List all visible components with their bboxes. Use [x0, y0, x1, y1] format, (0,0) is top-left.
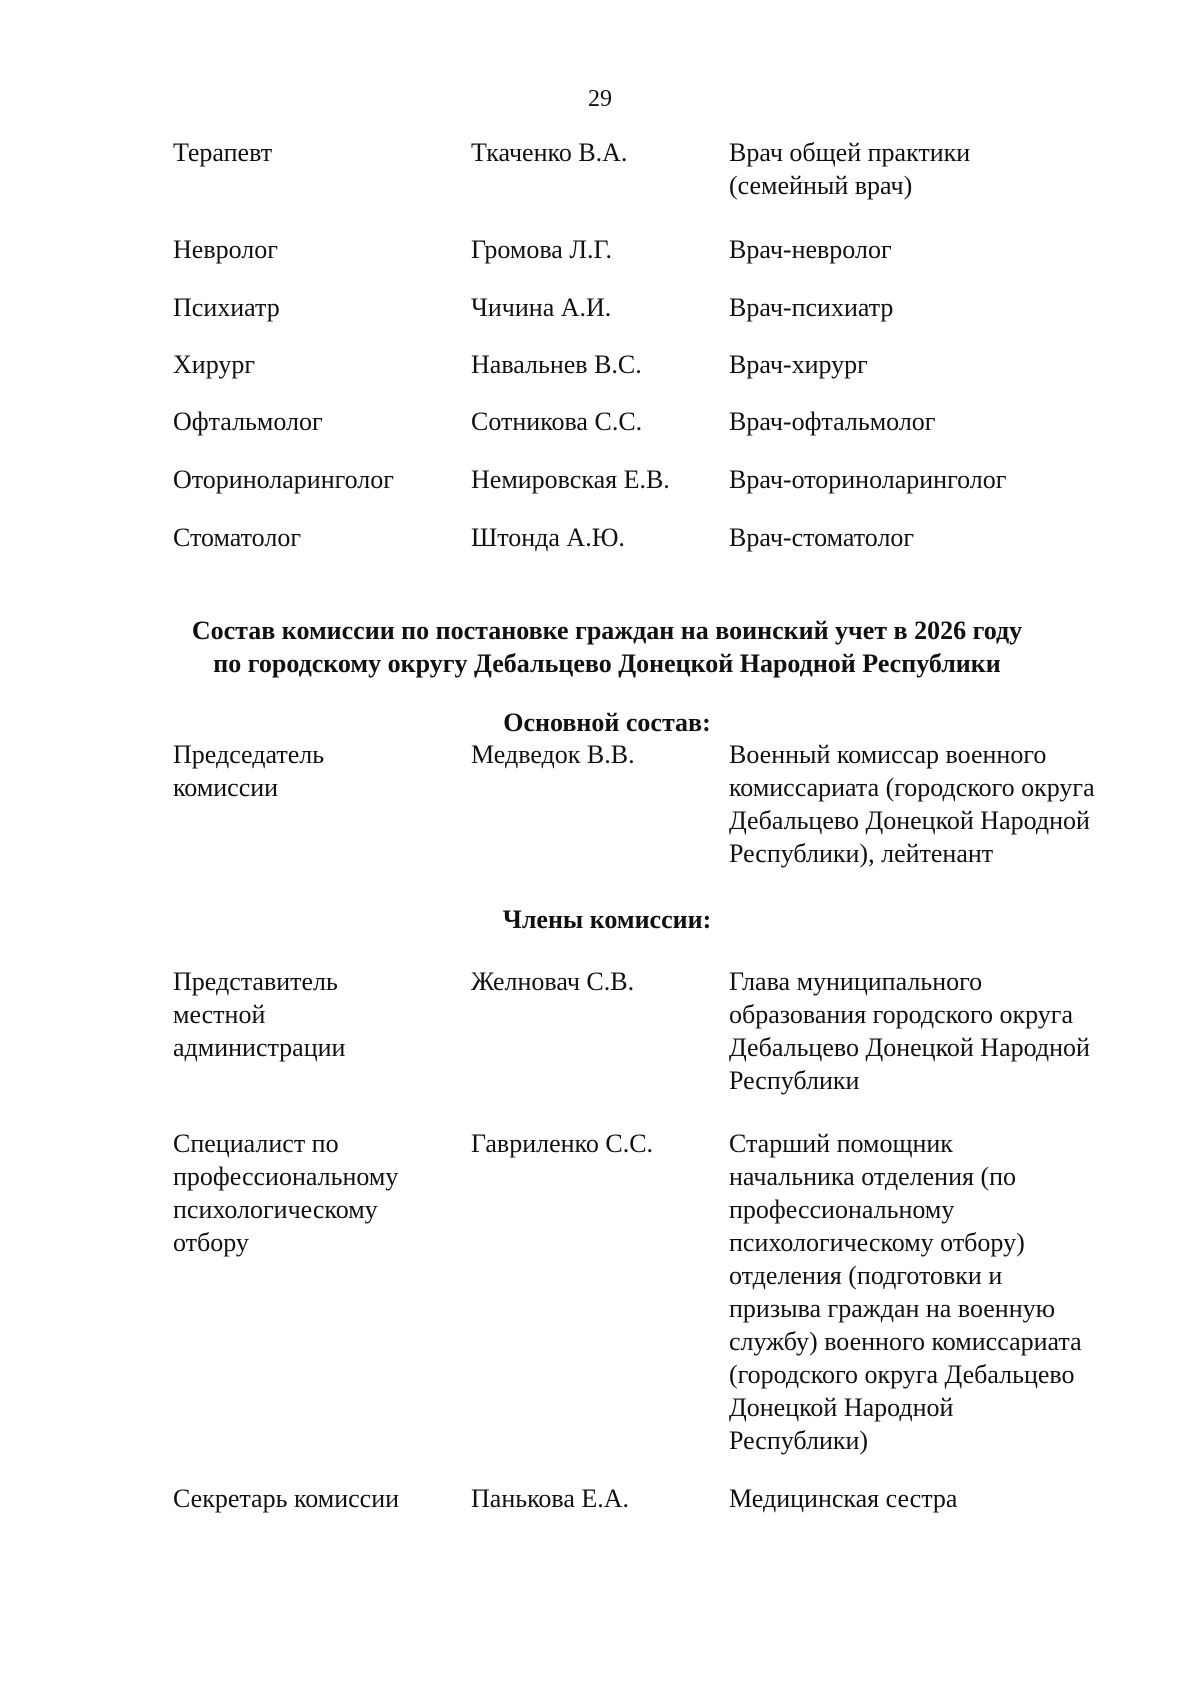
position-cell	[729, 348, 1163, 381]
name-cell: Панькова Е.А.	[471, 1484, 630, 1513]
position-cell	[729, 1127, 1163, 1457]
text-line: призыва граждан на военную	[729, 1294, 1056, 1323]
page-number: 29	[588, 86, 612, 112]
role-cell: Хирург	[173, 350, 256, 379]
name-cell: Штонда А.Ю.	[471, 523, 625, 552]
position-cell	[729, 463, 1163, 496]
text-line: отбору	[173, 1228, 249, 1257]
text-line: Секретарь комиссии	[173, 1484, 400, 1513]
role-cell: Оториноларинголог	[173, 465, 394, 494]
member-row-administration	[173, 965, 1163, 1097]
text-line: Глава муниципального	[729, 967, 983, 996]
text-line: Донецкой Народной	[729, 1393, 954, 1422]
section-title-line-1: Состав комиссии по постановке граждан на воинский учет в 2026 году	[191, 616, 1023, 645]
text-line: Врач-офтальмолог	[729, 407, 936, 436]
name-cell: Ткаченко В.А.	[471, 138, 628, 167]
role-cell: Психиатр	[173, 293, 280, 322]
text-line: Дебальцево Донецкой Народной	[729, 1033, 1090, 1062]
text-line: Военный комиссар военного	[729, 740, 1047, 769]
position-cell	[729, 965, 1163, 1097]
text-line: Специалист по	[173, 1129, 339, 1158]
specialist-row-surgeon	[173, 348, 1163, 381]
specialist-row-dentist	[173, 521, 1163, 554]
members-heading: Члены комиссии:	[502, 905, 712, 934]
role-cell	[173, 1127, 471, 1259]
position-cell	[729, 738, 1163, 870]
specialist-row-neurologist	[173, 233, 1163, 266]
name-cell: Сотникова С.С.	[471, 407, 643, 436]
text-line: отделения (подготовки и	[729, 1261, 1003, 1290]
text-line: комиссариата (городского округа	[729, 773, 1095, 802]
position-cell	[729, 233, 1163, 266]
text-line: комиссии	[173, 773, 279, 802]
text-line: начальника отделения (по	[729, 1162, 1017, 1191]
specialist-row-ophthalmologist	[173, 405, 1163, 438]
text-line: службу) военного комиссариата	[729, 1327, 1082, 1356]
text-line: профессиональному	[173, 1162, 399, 1191]
main-composition-heading: Основной состав:	[503, 708, 711, 737]
position-cell	[729, 521, 1163, 554]
position-cell	[729, 136, 1163, 202]
text-line: местной	[173, 1000, 266, 1029]
text-line: Врач общей практики	[729, 138, 971, 167]
member-row-psychologist	[173, 1127, 1163, 1457]
specialist-row-therapist	[173, 136, 1163, 202]
role-cell: Офтальмолог	[173, 407, 323, 436]
text-line: Врач-хирург	[729, 350, 868, 379]
name-cell: Громова Л.Г.	[471, 235, 613, 264]
text-line: Представитель	[173, 967, 338, 996]
role-cell	[173, 1482, 471, 1515]
text-line: Врач-невролог	[729, 235, 892, 264]
text-line: Дебальцево Донецкой Народной	[729, 806, 1090, 835]
text-line: (городского округа Дебальцево	[729, 1360, 1075, 1389]
text-line: администрации	[173, 1033, 346, 1062]
specialist-row-psychiatrist	[173, 291, 1163, 324]
position-cell	[729, 1482, 1163, 1515]
name-cell: Медведок В.В.	[471, 740, 635, 769]
text-line: Республики)	[729, 1426, 869, 1455]
text-line: Республики	[729, 1066, 860, 1095]
text-line: психологическому	[173, 1195, 378, 1224]
member-row-secretary	[173, 1482, 1163, 1515]
role-cell: Терапевт	[173, 138, 273, 167]
text-line: Медицинская сестра	[729, 1484, 958, 1513]
name-cell: Немировская Е.В.	[471, 465, 670, 494]
text-line: образования городского округа	[729, 1000, 1074, 1029]
text-line: Республики), лейтенант	[729, 839, 994, 868]
name-cell: Чичина А.И.	[471, 293, 612, 322]
text-line: Врач-стоматолог	[729, 523, 915, 552]
specialist-row-otolaryngologist	[173, 463, 1163, 496]
text-line: Врач-психиатр	[729, 293, 894, 322]
role-cell	[173, 965, 471, 1064]
chairman-row	[173, 738, 1163, 870]
text-line: профессиональному	[729, 1195, 955, 1224]
name-cell: Желновач С.В.	[471, 967, 635, 996]
name-cell: Гавриленко С.С.	[471, 1129, 654, 1158]
section-title	[150, 614, 1064, 680]
position-cell	[729, 405, 1163, 438]
text-line: Врач-оториноларинголог	[729, 465, 1007, 494]
position-cell	[729, 291, 1163, 324]
text-line: (семейный врач)	[729, 171, 913, 200]
role-cell: Стоматолог	[173, 523, 301, 552]
section-title-line-2: по городскому округу Дебальцево Донецкой Народной Республики	[213, 649, 1001, 678]
text-line: Старший помощник	[729, 1129, 953, 1158]
text-line: психологическому отбору)	[729, 1228, 1025, 1257]
role-cell: Невролог	[173, 235, 278, 264]
text-line: Председатель	[173, 740, 325, 769]
name-cell: Навальнев В.С.	[471, 350, 642, 379]
role-cell	[173, 738, 471, 804]
